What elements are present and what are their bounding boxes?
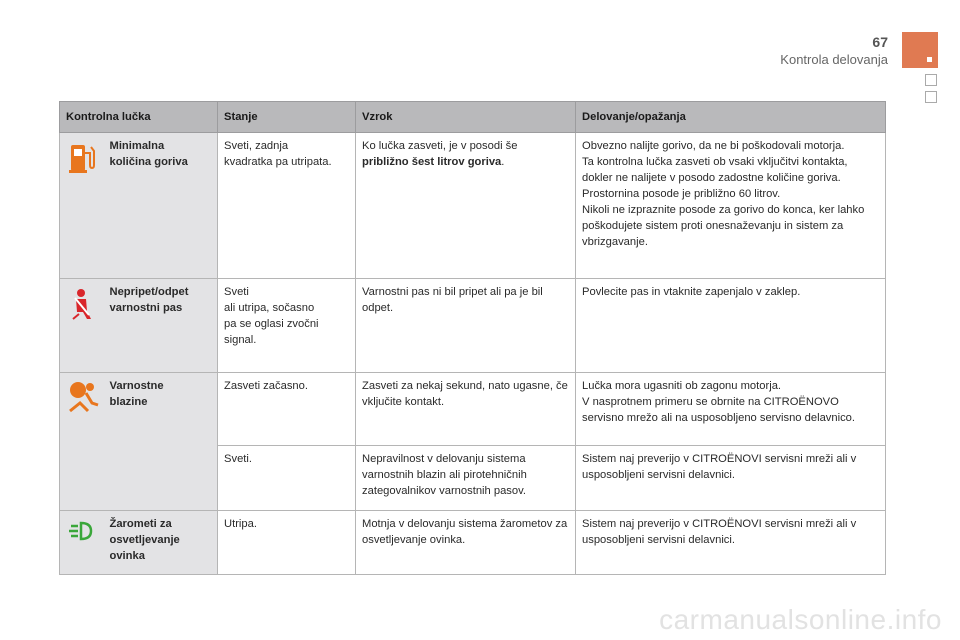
state-cell: Sveti ali utripa, sočasno pa se oglasi zvočni signal. [218, 279, 356, 373]
seatbelt-icon [67, 287, 97, 326]
state-cell: Sveti. [218, 446, 356, 511]
airbag-icon [66, 381, 102, 420]
action-cell: Sistem naj preverijo v CITROËNOVI servisni mreži ali v usposobljeni servisni delavnici. [576, 511, 886, 575]
section-marker-dot [927, 57, 932, 62]
cause-cell: Zasveti za nekaj sekund, nato ugasne, če vključite kontakt. [356, 373, 576, 446]
warning-lights-table [59, 101, 886, 575]
table-row [60, 279, 886, 373]
light-name: Nepripet/odpet varnostni pas [104, 279, 218, 373]
nav-box-2 [925, 91, 937, 103]
col-header-state: Stanje [218, 102, 356, 133]
table-row [60, 133, 886, 279]
cause-cell: Motnja v delovanju sistema žarometov za osvetljevanje ovinka. [356, 511, 576, 575]
state-cell: Utripa. [218, 511, 356, 575]
table-row [60, 511, 886, 575]
watermark: carmanualsonline.info [659, 604, 942, 635]
section-marker [902, 32, 938, 68]
action-cell: Lučka mora ugasniti ob zagonu motorja. V nasprotnem primeru se obrnite na CITROËNOVO servisno mrežo ali na usposobljeno servisno delavnico. [576, 373, 886, 446]
nav-box-1 [925, 74, 937, 86]
section-title: Kontrola delovanja [780, 52, 888, 67]
action-cell: Povlecite pas in vtaknite zapenjalo v zaklep. [576, 279, 886, 373]
action-cell: Sistem naj preverijo v CITROËNOVI servisni mreži ali v usposobljeni servisni delavnici. [576, 446, 886, 511]
fuel-pump-icon [67, 141, 97, 180]
light-name: Žarometi za osvetljevanje ovinka [104, 511, 218, 575]
action-cell: Obvezno nalijte gorivo, da ne bi poškodovali motorja. Ta kontrolna lučka zasveti ob vsaki vključitvi kontakta, dokler ne nalijete v posodo zadostne količine goriva. Prostornina posode je približno 60 litrov. Nikoli ne izpraznite posode za gorivo do konca, ker lahko poškodujete sistem proti onesnaževanju in sistem za vbrizgavanje. [576, 133, 886, 279]
page-number: 67 [872, 34, 888, 50]
cause-cell: Nepravilnost v delovanju sistema varnostnih blazin ali pirotehničnih zategovalnikov varnostnih pasov. [356, 446, 576, 511]
cause-cell [356, 133, 576, 279]
state-cell: Sveti, zadnja kvadratka pa utripata. [218, 133, 356, 279]
col-header-action: Delovanje/opažanja [576, 102, 886, 133]
state-cell: Zasveti začasno. [218, 373, 356, 446]
col-header-cause: Vzrok [356, 102, 576, 133]
light-name: Varnostne blazine [104, 373, 218, 511]
table-header-row [60, 102, 886, 133]
col-header-light: Kontrolna lučka [60, 102, 218, 133]
cause-emphasis: približno šest litrov goriva [362, 156, 502, 168]
light-name: Minimalna količina goriva [104, 133, 218, 279]
cornering-light-icon [67, 519, 97, 548]
table-row [60, 373, 886, 446]
cause-end: . [501, 156, 505, 168]
cause-cell: Varnostni pas ni bil pripet ali pa je bil odpet. [356, 279, 576, 373]
cause-text: Ko lučka zasveti, je v posodi še [362, 140, 518, 152]
